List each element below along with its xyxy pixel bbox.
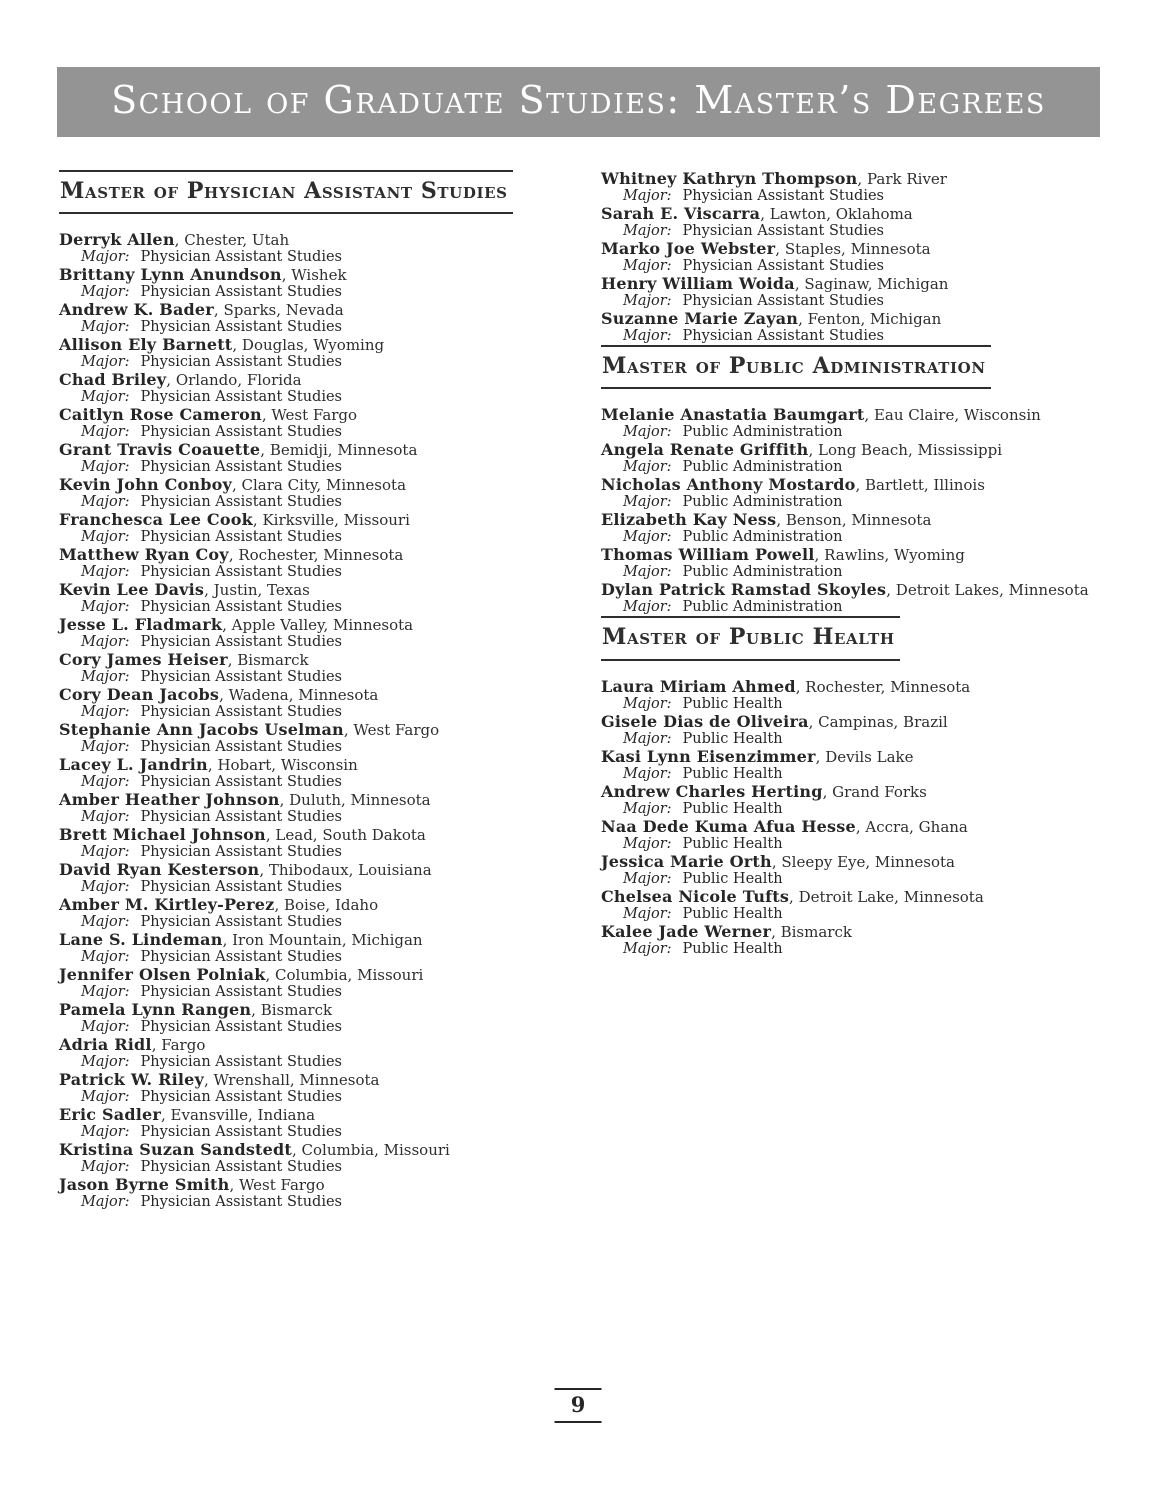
major-label: Major:: [81, 284, 130, 301]
graduate-location: , Iron Mountain, Michigan: [222, 931, 423, 950]
graduate-location: , Bartlett, Illinois: [855, 476, 985, 495]
graduate-entry: [601, 170, 1121, 205]
graduate-name: Brittany Lynn Anundson: [59, 265, 282, 285]
graduate-name: Laura Miriam Ahmed: [601, 676, 796, 696]
graduate-location: , Kirksville, Missouri: [252, 511, 410, 530]
major-value: Physician Assistant Studies: [140, 809, 342, 826]
major-label: Major:: [81, 389, 130, 406]
graduate-name: Suzanne Marie Zayan: [601, 309, 799, 328]
major-label: Major:: [623, 188, 672, 204]
major-value: Physician Assistant Studies: [682, 258, 884, 274]
graduate-location: , West Fargo: [343, 721, 440, 740]
major-label: Major:: [623, 564, 672, 581]
graduate-name: Matthew Ryan Coy: [59, 545, 229, 565]
major-value: Public Health: [682, 730, 783, 747]
graduate-name: Grant Travis Coauette: [59, 440, 261, 460]
graduate-name: Gisele Dias de Oliveira: [601, 711, 809, 731]
major-label: Major:: [81, 1019, 130, 1036]
major-value: Physician Assistant Studies: [140, 774, 342, 791]
graduate-entry: [601, 713, 1121, 748]
graduate-entry: [59, 1176, 529, 1211]
graduate-name: David Ryan Kesterson: [59, 860, 260, 880]
major-label: Major:: [623, 223, 672, 239]
page-banner: [57, 67, 1100, 137]
major-label: Major:: [81, 669, 130, 686]
graduate-entry: [601, 511, 1121, 546]
graduate-location: , Benson, Minnesota: [776, 511, 932, 530]
graduate-name: Kalee Jade Werner: [601, 921, 772, 941]
graduate-name: Jesse L. Fladmark: [59, 615, 223, 635]
graduate-entry: [601, 923, 1121, 958]
graduate-entry: [601, 853, 1121, 888]
major-value: Physician Assistant Studies: [140, 494, 342, 511]
graduate-location: , Sleepy Eye, Minnesota: [771, 852, 955, 871]
graduate-entry: [59, 931, 529, 966]
graduate-entry: [601, 783, 1121, 818]
major-label: Major:: [81, 459, 130, 476]
graduate-location: , Saginaw, Michigan: [794, 275, 949, 293]
graduate-entry: [59, 301, 529, 336]
graduate-name: Dylan Patrick Ramstad Skoyles: [601, 580, 887, 600]
graduate-location: , Chester, Utah: [174, 231, 290, 250]
graduate-location: , Bismarck: [227, 651, 309, 670]
major-label: Major:: [81, 704, 130, 721]
major-value: Physician Assistant Studies: [140, 564, 342, 581]
graduate-entry: [601, 310, 1121, 345]
graduate-location: , Accra, Ghana: [855, 817, 968, 836]
graduate-name: Derryk Allen: [59, 230, 175, 250]
graduate-location: , Bemidji, Minnesota: [260, 441, 418, 460]
major-label: Major:: [623, 599, 672, 616]
major-label: Major:: [623, 905, 672, 922]
graduate-name: Henry William Woida: [601, 274, 795, 293]
graduate-name: Allison Ely Barnett: [59, 335, 233, 355]
major-value: Physician Assistant Studies: [140, 949, 342, 966]
major-value: Public Administration: [682, 424, 843, 441]
major-label: Major:: [623, 835, 672, 852]
major-label: Major:: [623, 459, 672, 476]
graduate-location: , Apple Valley, Minnesota: [222, 616, 414, 635]
major-value: Physician Assistant Studies: [140, 669, 342, 686]
graduate-location: , Campinas, Brazil: [808, 712, 948, 731]
graduate-entry: [59, 616, 529, 651]
major-value: Public Administration: [682, 564, 843, 581]
major-value: Physician Assistant Studies: [140, 844, 342, 861]
major-value: Physician Assistant Studies: [140, 1054, 342, 1071]
graduate-name: Caitlyn Rose Cameron: [59, 405, 262, 425]
graduate-name: Thomas William Powell: [601, 545, 815, 565]
graduate-entry: [59, 266, 529, 301]
major-value: Physician Assistant Studies: [140, 529, 342, 546]
major-value: Public Administration: [682, 494, 843, 511]
graduate-entry: [601, 581, 1121, 616]
graduate-name: Sarah E. Viscarra: [601, 204, 761, 223]
page-title: School of Graduate Studies: Master’s Degrees: [111, 78, 1046, 122]
graduate-location: , Bismarck: [251, 1001, 333, 1020]
graduate-location: , Fenton, Michigan: [798, 310, 942, 328]
major-label: Major:: [623, 258, 672, 274]
major-label: Major:: [81, 914, 130, 931]
major-label: Major:: [623, 800, 672, 817]
major-label: Major:: [623, 730, 672, 747]
graduate-list-public-administration: [601, 406, 1121, 616]
major-value: Public Health: [682, 765, 783, 782]
graduate-location: , Bismarck: [771, 922, 852, 941]
graduate-entry: [59, 336, 529, 371]
right-column: [601, 170, 1121, 958]
graduate-entry: [59, 1106, 529, 1141]
graduate-name: Chelsea Nicole Tufts: [601, 886, 790, 906]
graduate-entry: [601, 441, 1121, 476]
graduate-location: , Fargo: [151, 1036, 206, 1055]
graduate-name: Angela Renate Griffith: [601, 440, 809, 460]
graduate-entry: [601, 818, 1121, 853]
major-label: Major:: [81, 1089, 130, 1106]
major-label: Major:: [81, 774, 130, 791]
major-value: Physician Assistant Studies: [140, 704, 342, 721]
graduate-entry: [601, 205, 1121, 240]
section-heading-public-health: Master of Public Health: [601, 616, 900, 660]
graduate-entry: [59, 1141, 529, 1176]
major-value: Physician Assistant Studies: [140, 1019, 342, 1036]
major-value: Public Health: [682, 800, 783, 817]
section-heading-public-administration: Master of Public Administration: [601, 345, 991, 389]
left-column: [59, 170, 529, 1211]
graduate-list-physician-assistant-continued: [601, 170, 1121, 345]
graduate-name: Marko Joe Webster: [601, 239, 776, 258]
graduate-name: Naa Dede Kuma Afua Hesse: [601, 816, 856, 836]
major-value: Physician Assistant Studies: [140, 1194, 342, 1211]
graduate-location: , Rochester, Minnesota: [795, 677, 971, 696]
major-label: Major:: [81, 879, 130, 896]
major-label: Major:: [81, 424, 130, 441]
graduate-entry: [601, 476, 1121, 511]
graduate-location: , Duluth, Minnesota: [279, 791, 431, 810]
major-value: Physician Assistant Studies: [682, 188, 884, 204]
graduate-entry: [59, 861, 529, 896]
graduate-entry: [59, 791, 529, 826]
graduate-entry: [59, 1071, 529, 1106]
graduate-location: , Boise, Idaho: [274, 896, 379, 915]
graduate-location: , Columbia, Missouri: [292, 1141, 450, 1160]
major-label: Major:: [81, 494, 130, 511]
major-label: Major:: [623, 765, 672, 782]
graduate-entry: [601, 275, 1121, 310]
section-heading-physician-assistant-studies: Master of Physician Assistant Studies: [59, 170, 513, 214]
major-value: Physician Assistant Studies: [682, 328, 884, 344]
graduate-name: Stephanie Ann Jacobs Uselman: [59, 720, 344, 740]
graduate-location: , Orlando, Florida: [166, 371, 302, 390]
graduate-location: , Detroit Lake, Minnesota: [789, 887, 984, 906]
major-value: Physician Assistant Studies: [140, 284, 342, 301]
graduate-name: Pamela Lynn Rangen: [59, 1000, 252, 1020]
graduate-location: , Justin, Texas: [204, 581, 310, 600]
graduate-location: , Clara City, Minnesota: [232, 476, 407, 495]
major-value: Physician Assistant Studies: [140, 984, 342, 1001]
graduate-name: Andrew K. Bader: [59, 300, 214, 320]
graduate-entry: [59, 406, 529, 441]
graduate-entry: [59, 511, 529, 546]
major-label: Major:: [81, 1159, 130, 1176]
major-value: Physician Assistant Studies: [140, 1124, 342, 1141]
major-value: Physician Assistant Studies: [140, 319, 342, 336]
graduate-name: Amber M. Kirtley-Perez: [59, 895, 275, 915]
graduate-location: , Rawlins, Wyoming: [814, 546, 965, 565]
graduate-name: Amber Heather Johnson: [59, 790, 280, 810]
major-value: Physician Assistant Studies: [140, 599, 342, 616]
major-value: Physician Assistant Studies: [682, 223, 884, 239]
major-label: Major:: [81, 1124, 130, 1141]
major-value: Public Health: [682, 835, 783, 852]
major-label: Major:: [81, 844, 130, 861]
graduate-name: Kevin Lee Davis: [59, 580, 205, 600]
graduate-name: Andrew Charles Herting: [601, 781, 823, 801]
major-label: Major:: [81, 984, 130, 1001]
major-value: Physician Assistant Studies: [140, 354, 342, 371]
major-value: Physician Assistant Studies: [140, 634, 342, 651]
graduate-entry: [601, 678, 1121, 713]
graduate-name: Lacey L. Jandrin: [59, 755, 208, 775]
graduate-name: Eric Sadler: [59, 1105, 162, 1125]
graduate-location: , Columbia, Missouri: [265, 966, 424, 985]
graduate-entry: [59, 546, 529, 581]
graduate-location: , Douglas, Wyoming: [232, 336, 385, 355]
graduate-entry: [59, 686, 529, 721]
major-value: Public Health: [682, 905, 783, 922]
major-label: Major:: [81, 599, 130, 616]
major-label: Major:: [81, 634, 130, 651]
major-label: Major:: [623, 870, 672, 887]
graduate-entry: [59, 826, 529, 861]
major-label: Major:: [81, 809, 130, 826]
graduate-name: Lane S. Lindeman: [59, 930, 223, 950]
major-label: Major:: [81, 949, 130, 966]
major-label: Major:: [623, 424, 672, 441]
major-label: Major:: [623, 695, 672, 712]
major-value: Public Health: [682, 940, 783, 957]
major-label: Major:: [623, 328, 672, 344]
major-value: Physician Assistant Studies: [682, 293, 884, 309]
major-label: Major:: [81, 529, 130, 546]
graduate-name: Nicholas Anthony Mostardo: [601, 475, 856, 495]
graduate-entry: [601, 406, 1121, 441]
graduate-name: Elizabeth Kay Ness: [601, 510, 777, 530]
graduate-location: , Detroit Lakes, Minnesota: [886, 581, 1089, 600]
graduate-location: , Rochester, Minnesota: [228, 546, 404, 565]
graduate-entry: [59, 721, 529, 756]
graduate-location: , Wishek: [281, 266, 347, 285]
graduate-entry: [59, 231, 529, 266]
graduate-location: , Lawton, Oklahoma: [760, 205, 913, 223]
graduate-name: Brett Michael Johnson: [59, 825, 266, 845]
graduate-location: , Long Beach, Mississippi: [808, 441, 1003, 460]
graduate-location: , Staples, Minnesota: [775, 240, 931, 258]
graduate-location: , Evansville, Indiana: [161, 1106, 316, 1125]
major-value: Public Administration: [682, 459, 843, 476]
graduate-location: , Wrenshall, Minnesota: [204, 1071, 380, 1090]
graduate-name: Whitney Kathryn Thompson: [601, 169, 858, 188]
major-value: Physician Assistant Studies: [140, 1089, 342, 1106]
graduate-name: Kevin John Conboy: [59, 475, 232, 495]
graduate-entry: [601, 240, 1121, 275]
graduate-entry: [59, 896, 529, 931]
major-value: Physician Assistant Studies: [140, 389, 342, 406]
graduate-location: , Park River: [857, 170, 947, 188]
major-value: Public Health: [682, 695, 783, 712]
major-label: Major:: [81, 1194, 130, 1211]
graduate-name: Kristina Suzan Sandstedt: [59, 1140, 293, 1160]
graduate-name: Patrick W. Riley: [59, 1070, 205, 1090]
graduate-location: , Eau Claire, Wisconsin: [864, 406, 1041, 425]
major-label: Major:: [81, 319, 130, 336]
major-label: Major:: [81, 354, 130, 371]
graduate-location: , West Fargo: [261, 406, 358, 425]
graduate-name: Adria Ridl: [59, 1035, 152, 1055]
graduate-entry: [601, 546, 1121, 581]
graduate-name: Chad Briley: [59, 370, 167, 390]
major-label: Major:: [623, 494, 672, 511]
graduate-entry: [59, 966, 529, 1001]
major-value: Public Health: [682, 870, 783, 887]
graduate-entry: [59, 651, 529, 686]
graduate-entry: [59, 371, 529, 406]
major-label: Major:: [623, 529, 672, 546]
major-label: Major:: [81, 564, 130, 581]
graduate-location: , Lead, South Dakota: [265, 826, 426, 845]
graduate-entry: [59, 1001, 529, 1036]
graduate-location: , Grand Forks: [822, 782, 927, 801]
major-value: Physician Assistant Studies: [140, 879, 342, 896]
graduate-name: Cory James Heiser: [59, 650, 228, 670]
graduate-location: , West Fargo: [229, 1176, 325, 1195]
major-label: Major:: [623, 940, 672, 957]
graduate-entry: [59, 441, 529, 476]
graduate-list-public-health: [601, 678, 1121, 958]
major-label: Major:: [623, 293, 672, 309]
graduate-name: Jason Byrne Smith: [59, 1175, 230, 1195]
page-footer: [555, 1388, 602, 1423]
graduate-location: , Devils Lake: [815, 747, 914, 766]
major-label: Major:: [81, 1054, 130, 1071]
major-value: Physician Assistant Studies: [140, 424, 342, 441]
graduate-name: Jennifer Olsen Polniak: [59, 965, 266, 985]
graduate-location: , Sparks, Nevada: [213, 301, 344, 320]
graduate-list-physician-assistant-left: [59, 231, 529, 1211]
graduate-entry: [59, 581, 529, 616]
graduate-location: , Hobart, Wisconsin: [207, 756, 358, 775]
major-value: Physician Assistant Studies: [140, 739, 342, 756]
graduate-entry: [59, 476, 529, 511]
graduate-name: Melanie Anastatia Baumgart: [601, 405, 865, 425]
major-value: Public Administration: [682, 599, 843, 616]
major-label: Major:: [81, 249, 130, 266]
graduate-name: Kasi Lynn Eisenzimmer: [601, 746, 816, 766]
major-value: Physician Assistant Studies: [140, 1159, 342, 1176]
major-value: Public Administration: [682, 529, 843, 546]
major-value: Physician Assistant Studies: [140, 459, 342, 476]
graduate-entry: [59, 1036, 529, 1071]
graduate-entry: [601, 888, 1121, 923]
graduate-location: , Wadena, Minnesota: [219, 686, 379, 705]
major-value: Physician Assistant Studies: [140, 914, 342, 931]
graduate-entry: [601, 748, 1121, 783]
major-value: Physician Assistant Studies: [140, 249, 342, 266]
graduate-name: Franchesca Lee Cook: [59, 510, 253, 530]
page-number: 9: [570, 1392, 586, 1417]
graduate-location: , Thibodaux, Louisiana: [259, 861, 432, 880]
graduate-entry: [59, 756, 529, 791]
major-label: Major:: [81, 739, 130, 756]
graduate-name: Jessica Marie Orth: [601, 851, 772, 871]
graduate-name: Cory Dean Jacobs: [59, 685, 220, 705]
